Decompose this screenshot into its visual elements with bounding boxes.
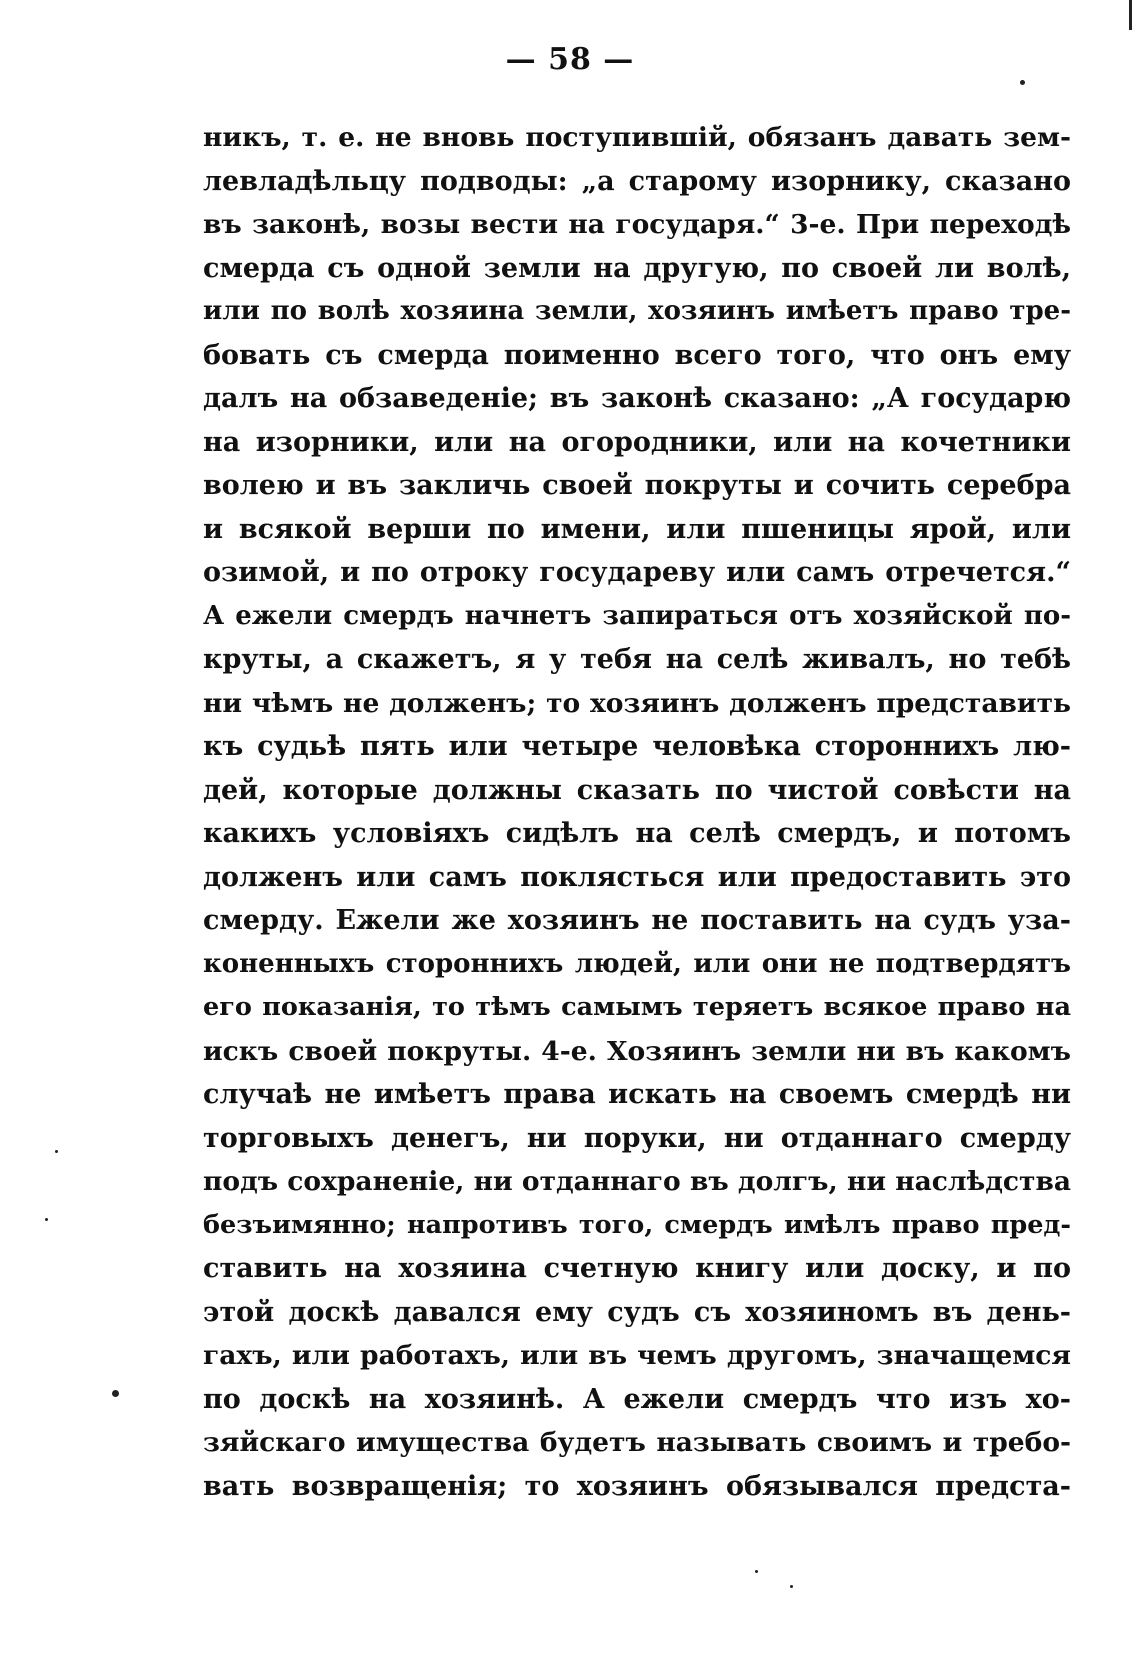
text-line: левладѣльцу подводы: „а старому изорнику, сказано <box>203 165 1071 197</box>
text-line: вать возвращенія; то хозяинъ обязывался предста- <box>203 1470 1071 1502</box>
text-line: какихъ условіяхъ сидѣлъ на селѣ смердъ, и потомъ <box>203 818 1071 849</box>
text-line: въ законѣ, возы вести на государя.“ 3-е. При переходѣ <box>203 209 1071 240</box>
text-line: далъ на обзаведеніе; въ законѣ сказано: „А государю <box>203 383 1071 414</box>
text-line: бовать съ смерда поименно всего того, что онъ ему <box>203 339 1071 371</box>
ink-speck <box>55 1150 58 1153</box>
text-line: по доскѣ на хозяинѣ. А ежели смердъ что изъ хо- <box>203 1383 1071 1415</box>
page-edge-mark <box>1129 0 1132 30</box>
text-line: и всякой верши по имени, или пшеницы ярой, или <box>203 513 1071 545</box>
text-line: А ежели смердъ начнетъ запираться отъ хозяйской по- <box>203 600 1071 631</box>
text-line: зяйскаго имущества будетъ называть своимъ и требо- <box>203 1427 1071 1458</box>
text-line: круты, а скажетъ, я у тебя на селѣ живалъ, но тебѣ <box>203 644 1071 675</box>
text-line: смерда съ одной земли на другую, по своей ли волѣ, <box>203 252 1071 284</box>
ink-speck <box>45 1218 48 1221</box>
ink-speck <box>112 1390 119 1397</box>
text-line: гахъ, или работахъ, или въ чемъ другомъ, значащемся <box>203 1340 1071 1371</box>
text-line: озимой, и по отроку государеву или самъ отречется.“ <box>203 557 1071 588</box>
text-line: смерду. Ежели же хозяинъ не поставить на судъ уза- <box>203 905 1071 936</box>
text-line: безъимянно; напротивъ того, смердъ имѣлъ право пред- <box>203 1209 1071 1240</box>
text-line: дей, которые должны сказать по чистой совѣсти на <box>203 774 1071 806</box>
text-line: къ судьѣ пять или четыре человѣка стороннихъ лю- <box>203 731 1071 762</box>
text-line: ставить на хозяина счетную книгу или доску, и по <box>203 1253 1071 1284</box>
text-line: ни чѣмъ не долженъ; то хозяинъ долженъ представить <box>203 687 1071 719</box>
text-line: волею и въ закличь своей покруты и сочить серебра <box>203 470 1071 501</box>
ink-speck <box>1020 80 1025 85</box>
text-line: случаѣ не имѣетъ права искать на своемъ смердѣ ни <box>203 1079 1071 1110</box>
text-line: торговыхъ денегъ, ни поруки, ни отданнаго смерду <box>203 1122 1071 1154</box>
text-line: долженъ или самъ поклясться или предоставить это <box>203 861 1071 893</box>
text-line: на изорники, или на огородники, или на кочетники <box>203 426 1071 458</box>
text-line: никъ, т. е. не вновь поступившій, обязанъ давать зем- <box>203 122 1071 153</box>
text-line: или по волѣ хозяина земли, хозяинъ имѣетъ право тре- <box>203 296 1071 326</box>
text-line: его показанія, то тѣмъ самымъ теряетъ всякое право на <box>203 992 1071 1022</box>
page-number: — 58 — <box>505 42 635 77</box>
ink-speck <box>790 1585 793 1588</box>
text-line: коненныхъ стороннихъ людей, или они не подтвердятъ <box>203 948 1071 979</box>
text-line: этой доскѣ давался ему судъ съ хозяиномъ въ день- <box>203 1296 1071 1328</box>
body-text <box>203 116 1071 1508</box>
text-line: искъ своей покруты. 4-е. Хозяинъ земли ни въ какомъ <box>203 1035 1071 1067</box>
text-line: подъ сохраненіе, ни отданнаго въ долгъ, ни наслѣдства <box>203 1166 1071 1197</box>
ink-speck <box>755 1570 758 1573</box>
